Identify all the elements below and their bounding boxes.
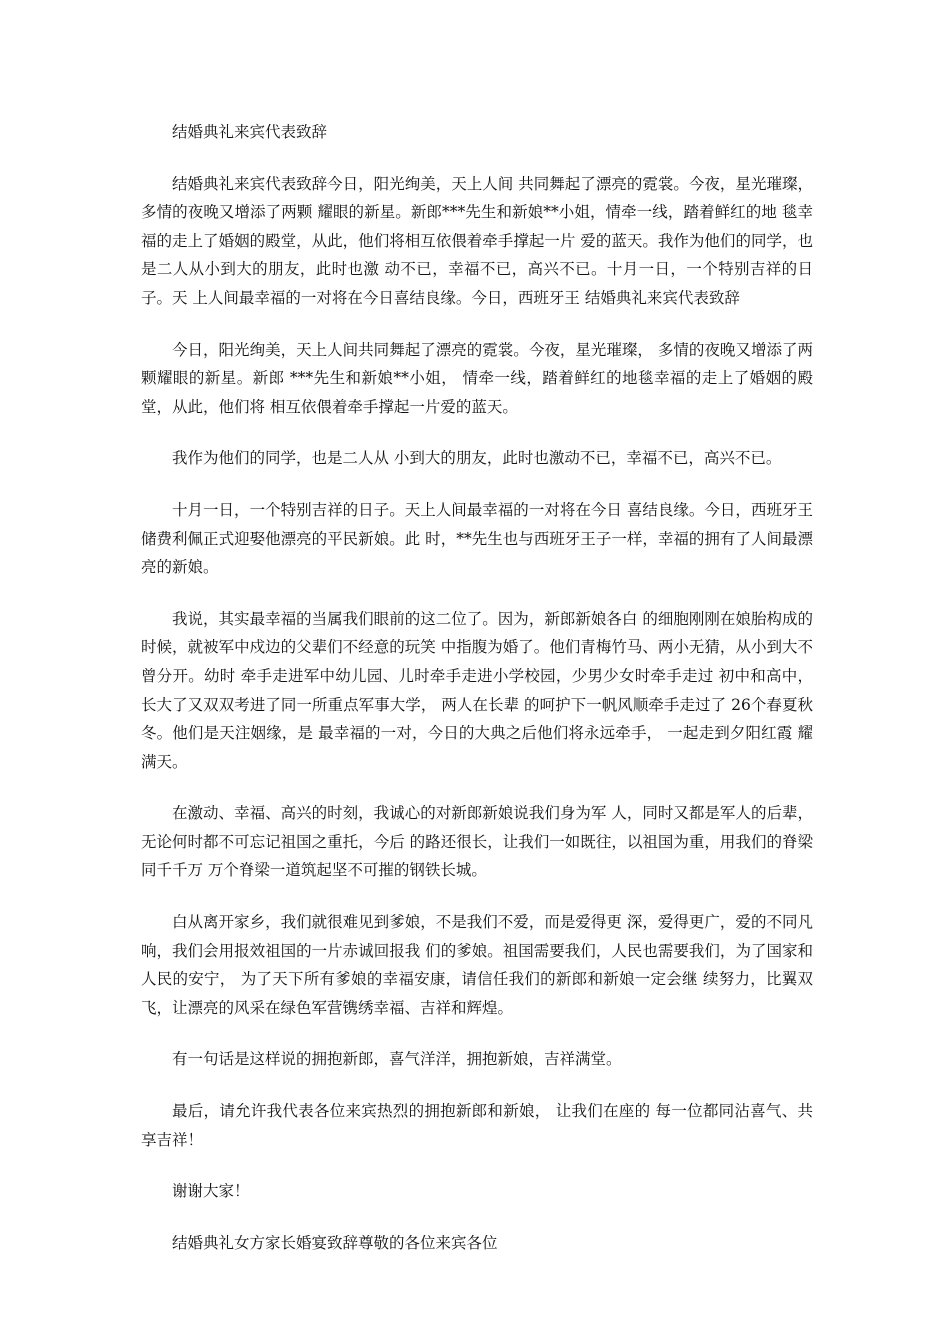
paragraph-today: 今日，阳光绚美，天上人间共同舞起了漂亮的霓裳。今夜，星光璀璨， 多情的夜晚又增添了两颗耀眼的新星。新郎 ***先生和新娘**小姐， 情牵一线，踏着鲜红的地毯幸福的走上了婚姻的殿堂，从此，他们将 相互依偎着牵手撑起一片爱的蓝天。 (141, 340, 813, 416)
paragraph-military: 在激动、幸福、高兴的时刻，我诚心的对新郎新娘说我们身为军 人，同时又都是军人的后辈，无论何时都不可忘记祖国之重托，今后 的路还很长，让我们一如既往，以祖国为重，用我们的脊梁同千千万 万个脊梁一道筑起坚不可摧的钢铁长城。 (141, 804, 813, 880)
paragraph-thanks: 谢谢大家！ (172, 1182, 250, 1201)
paragraph-hometown: 白从离开家乡，我们就很难见到爹娘，不是我们不爱，而是爱得更 深，爱得更广，爱的不同凡响，我们会用报效祖国的一片赤诚回报我 们的爹娘。祖国需要我们，人民也需要我们，为了国家和人民的安宁， 为了天下所有爹娘的幸福安康，请信任我们的新郎和新娘一定会继 续努力，比翼双飞，让漂亮的风采在绿色军营镌绣幸福、吉祥和辉煌。 (141, 913, 813, 1017)
paragraph-finally: 最后，请允许我代表各位来宾热烈的拥抱新郎和新娘， 让我们在座的 每一位都同沾喜气、共享吉祥！ (141, 1102, 813, 1149)
paragraph-happiest-couple: 我说，其实最幸福的当属我们眼前的这二位了。因为，新郎新娘各白 的细胞刚刚在娘胎构成的时候，就被军中戍边的父辈们不经意的玩笑 中指腹为婚了。他们青梅竹马、两小无猜，从小到大不曾分开。幼时 牵手走进军中幼儿园、儿时牵手走进小学校园，少男少女时牵手走过 初中和高中，长大了又双双考进了同一所重点军事大学， 两人在长辈 的呵护下一帆风顺牵手走过了 26个春夏秋冬。他们是天注姻缘，是 最幸福的一对，今日的大典之后他们将永远牵手， 一起走到夕阳红霞 耀满天。 (141, 609, 813, 771)
document-page (141, 118, 813, 1280)
paragraph-opening: 结婚典礼来宾代表致辞今日，阳光绚美，天上人间 共同舞起了漂亮的霓裳。今夜，星光璀璨，多情的夜晚又增添了两颗 耀眼的新星。新郎***先生和新娘**小姐，情牵一线，踏着鲜红的地 毯幸福的走上了婚姻的殿堂，从此，他们将相互依偎着牵手撑起一片 爱的蓝天。我作为他们的同学，也是二人从小到大的朋友，此时也激 动不已，幸福不已，高兴不已。十月一日，一个特别吉祥的日子。天 上人间最幸福的一对将在今日喜结良缘。今日，西班牙王 结婚典礼来宾代表致辞 (141, 174, 813, 307)
paragraph-classmates: 我作为他们的同学，也是二人从 小到大的朋友，此时也激动不已，幸福不已，高兴不已。 (172, 449, 782, 468)
paragraph-next-title: 结婚典礼女方家长婚宴致辞尊敬的各位来宾各位 (172, 1233, 498, 1252)
paragraph-saying: 有一句话是这样说的拥抱新郎，喜气洋洋，拥抱新娘，吉祥满堂。 (172, 1050, 622, 1069)
paragraph-october-first: 十月一日，一个特别吉祥的日子。天上人间最幸福的一对将在今日 喜结良缘。今日，西班牙王储费利佩正式迎娶他漂亮的平民新娘。此 时，**先生也与西班牙王子一样，幸福的拥有了人间最漂亮的新娘。 (141, 500, 813, 577)
document-title: 结婚典礼来宾代表致辞 (172, 123, 328, 141)
